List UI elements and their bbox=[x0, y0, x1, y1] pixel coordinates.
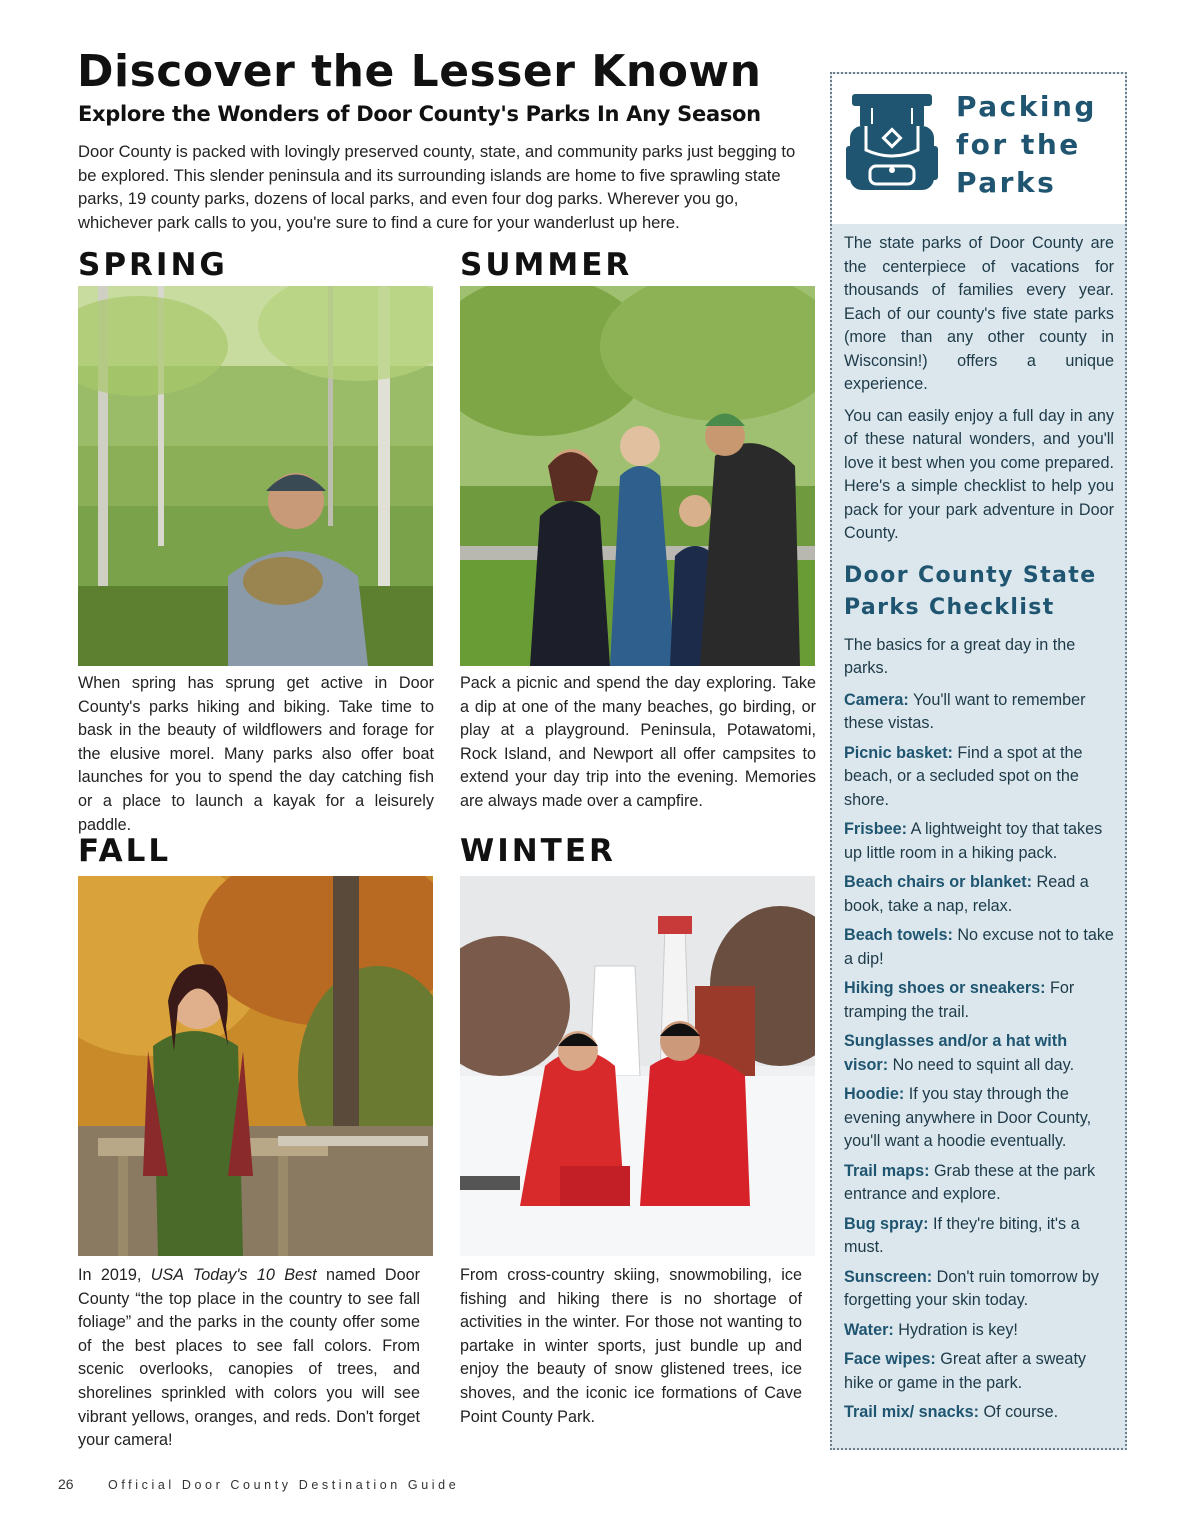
checklist-item-desc: Read a book, take a nap, relax. bbox=[844, 873, 1089, 915]
winter-heading: WINTER bbox=[460, 833, 616, 869]
fall-photo bbox=[78, 876, 433, 1256]
spring-text: When spring has sprung get active in Door County's parks hiking and biking. Take time to bask in the beauty of wildflowers and forage for the elusive morel. Many parks also offer boat launches for you to spend the day catching fish or a place to launch a kayak for a leisurely paddle. bbox=[78, 674, 434, 834]
checklist-item-name: Frisbee: bbox=[844, 820, 907, 838]
checklist-intro: The basics for a great day in the parks. bbox=[844, 635, 1076, 677]
checklist-item-desc: For tramping the trail. bbox=[844, 979, 1075, 1021]
checklist-item-name: Hiking shoes or sneakers: bbox=[844, 979, 1046, 997]
intro-paragraph: Door County is packed with lovingly preserved county, state, and community parks just begging to be explored. This slender peninsula and its surrounding islands are home to five sprawling state parks, 19 county parks, dozens of local parks, and even four dog parks. Wherever you go, whichever park calls to you, you're sure to find a cure for your wanderlust up here. bbox=[78, 142, 796, 232]
checklist-item bbox=[844, 742, 1114, 813]
page-title: Discover the Lesser Known bbox=[77, 46, 762, 97]
checklist-item bbox=[844, 1030, 1114, 1077]
summer-text: Pack a picnic and spend the day exploring. Take a dip at one of the many beaches, go birding, or play at a playground. Peninsula, Potawatomi, Rock Island, and Newport all offer campsites to extend your day trip into the evening. Memories are always made over a campfire. bbox=[460, 674, 816, 810]
checklist-item-desc: No need to squint all day. bbox=[888, 1055, 1075, 1074]
fall-text-intro: In 2019, bbox=[78, 1266, 151, 1284]
checklist-item bbox=[844, 977, 1114, 1024]
checklist-item-desc: If they're biting, it's a must. bbox=[844, 1214, 1080, 1256]
checklist-item bbox=[844, 1083, 1114, 1154]
checklist-item-desc: Don't ruin tomorrow by forgetting your skin today. bbox=[844, 1267, 1099, 1309]
checklist-item-desc: Of course. bbox=[978, 1403, 1059, 1421]
checklist-item bbox=[844, 1160, 1114, 1207]
sidebar-paragraph: You can easily enjoy a full day in any of these natural wonders, and you'll love it best when you come prepared. Here's a simple checklist to help you pack for your park adventure in Door County. bbox=[844, 406, 1114, 542]
checklist-item bbox=[844, 1266, 1114, 1313]
checklist-item-desc: Hydration is key! bbox=[893, 1320, 1018, 1339]
sidebar-title-line: Parks bbox=[956, 166, 1057, 199]
sidebar-title-line: Packing bbox=[956, 90, 1097, 123]
checklist-item-desc: You'll want to remember these vistas. bbox=[844, 690, 1086, 732]
checklist-item bbox=[844, 818, 1114, 865]
checklist-item-name: Beach chairs or blanket: bbox=[844, 873, 1033, 891]
spring-photo bbox=[78, 286, 433, 666]
checklist-item-name: Bug spray: bbox=[844, 1214, 929, 1233]
summer-heading: SUMMER bbox=[460, 247, 633, 283]
checklist-item-desc: No excuse not to take a dip! bbox=[844, 926, 1114, 968]
checklist-item bbox=[844, 1348, 1114, 1395]
checklist-item-name: Hoodie: bbox=[844, 1085, 905, 1103]
publication-title: Official Door County Destination Guide bbox=[108, 1478, 460, 1492]
sidebar-title-line: for the bbox=[956, 128, 1081, 161]
checklist-item bbox=[844, 871, 1114, 918]
fall-text bbox=[78, 1264, 420, 1453]
checklist-item-desc: Find a spot at the beach, or a secluded spot on the shore. bbox=[844, 743, 1083, 809]
sidebar-paragraph: The state parks of Door County are the centerpiece of vacations for thousands of families every year. Each of our county's five state parks (more than any other county in Wisconsin!) offers a unique experience. bbox=[844, 234, 1114, 393]
checklist-item bbox=[844, 924, 1114, 971]
summer-photo bbox=[460, 286, 815, 666]
backpack-icon bbox=[846, 90, 938, 198]
checklist-item-name: Sunscreen: bbox=[844, 1267, 933, 1286]
page-subtitle: Explore the Wonders of Door County's Parks In Any Season bbox=[78, 102, 761, 126]
checklist-item-desc: A lightweight toy that takes up little room in a hiking pack. bbox=[844, 820, 1103, 862]
checklist-item-desc: If you stay through the evening anywhere in Door County, you'll want a hoodie eventually. bbox=[844, 1085, 1092, 1150]
fall-text-body: named Door County “the top place in the country to see fall foliage” and the parks in the county offer some of the best places to see fall colors. From scenic overlooks, canopies of trees, and shorelines sprinkled with colors you will see vibrant yellows, oranges, and reds. Don't forget your camera! bbox=[78, 1266, 420, 1450]
winter-photo bbox=[460, 876, 815, 1256]
checklist-item-name: Trail mix/ snacks: bbox=[844, 1403, 979, 1421]
sidebar-header bbox=[832, 74, 1125, 224]
packing-sidebar bbox=[830, 72, 1127, 1450]
checklist-item bbox=[844, 1319, 1114, 1343]
checklist-item-desc: Great after a sweaty hike or game in the park. bbox=[844, 1350, 1087, 1392]
checklist-item-desc: Grab these at the park entrance and explore. bbox=[844, 1161, 1096, 1203]
checklist-item-name: Sunglasses and/or a hat with visor: bbox=[844, 1032, 1068, 1074]
fall-heading: FALL bbox=[78, 833, 172, 869]
sidebar-body bbox=[844, 232, 1114, 1431]
checklist-title: Door County State Parks Checklist bbox=[844, 562, 1097, 620]
checklist-item-name: Water: bbox=[844, 1320, 894, 1339]
winter-text: From cross-country skiing, snowmobiling, ice fishing and hiking there is no shortage of activities in the winter. For those not wanting to partake in winter sports, just bundle up and enjoy the beauty of snow glistened trees, ice shoves, and the iconic ice formations of Cave Point County Park. bbox=[460, 1266, 802, 1426]
page-number: 26 bbox=[58, 1476, 74, 1492]
checklist-item bbox=[844, 1213, 1114, 1260]
checklist-item-name: Beach towels: bbox=[844, 926, 953, 944]
sidebar-title bbox=[956, 88, 1097, 202]
checklist-item-name: Face wipes: bbox=[844, 1350, 936, 1368]
fall-text-publication: USA Today's 10 Best bbox=[150, 1266, 317, 1284]
checklist-item bbox=[844, 1401, 1114, 1425]
checklist-item-name: Trail maps: bbox=[844, 1161, 930, 1180]
checklist-item bbox=[844, 689, 1114, 736]
checklist-item-name: Camera: bbox=[844, 690, 909, 709]
checklist-item-name: Picnic basket: bbox=[844, 743, 953, 762]
spring-heading: SPRING bbox=[78, 247, 228, 283]
